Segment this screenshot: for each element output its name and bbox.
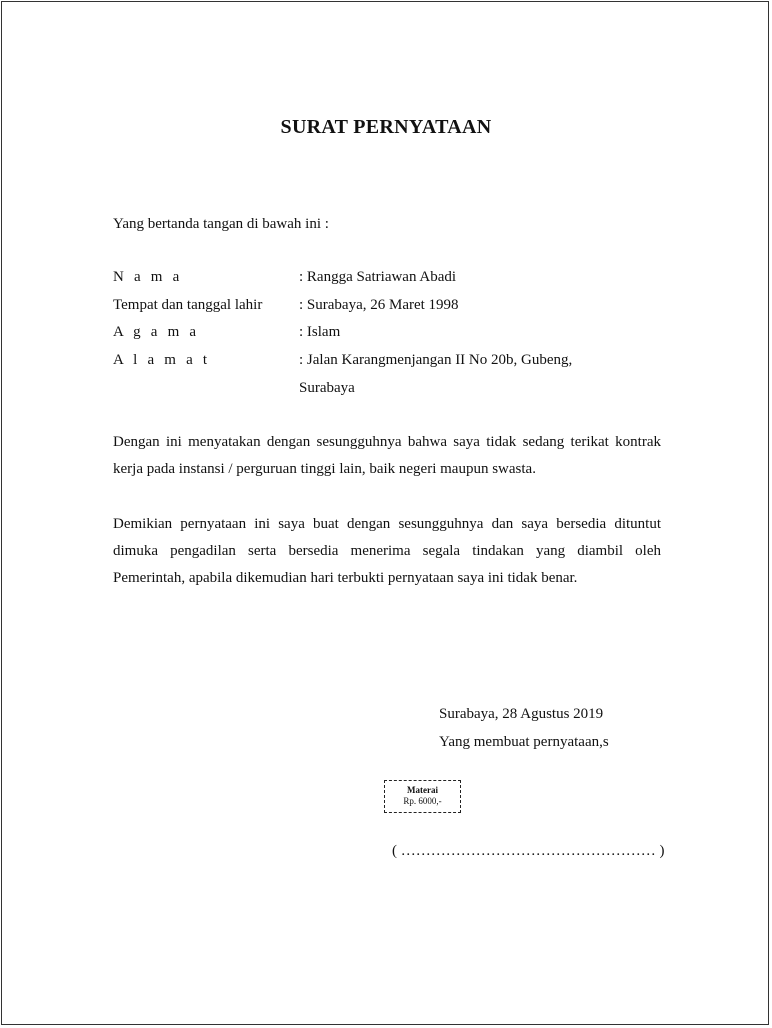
letter-title: SURAT PERNYATAAN (280, 116, 492, 138)
letter-page (1, 1, 769, 1025)
signature-name-placeholder: ( …………………………………………… ) (392, 843, 665, 859)
field-label-ttl: Tempat dan tanggal lahir (113, 297, 263, 313)
statement-paragraph: Dengan ini menyatakan dengan sesungguhnya bahwa saya tidak sedang terikat kontrak kerja pada instansi / perguruan tinggi lain, baik negeri maupun swasta. (113, 434, 661, 477)
field-value-ttl: : Surabaya, 26 Maret 1998 (299, 297, 459, 313)
field-label-nama: N a m a (113, 269, 183, 285)
field-label-agama: A g a m a (113, 324, 200, 340)
field-value-alamat-cont: Surabaya (299, 380, 355, 396)
stamp-label: Materai (407, 785, 438, 795)
materai-stamp-box (384, 780, 461, 813)
stamp-amount: Rp. 6000,- (403, 796, 442, 806)
signature-role: Yang membuat pernyataan,s (439, 734, 609, 750)
field-label-alamat: A l a m a t (113, 352, 211, 368)
field-value-agama: : Islam (299, 324, 341, 340)
field-value-nama: : Rangga Satriawan Abadi (299, 269, 457, 285)
intro-line: Yang bertanda tangan di bawah ini : (113, 216, 329, 232)
closing-paragraph: Demikian pernyataan ini saya buat dengan sesungguhnya dan saya bersedia dituntut dimuka pengadilan serta bersedia menerima segala tindakan yang diambil oleh Pemerintah, apabila dikemudian hari terbukti pernyataan saya ini tidak benar. (113, 516, 661, 586)
signature-place-date: Surabaya, 28 Agustus 2019 (439, 706, 604, 722)
field-value-alamat: : Jalan Karangmenjangan II No 20b, Gubeng, (299, 352, 573, 368)
